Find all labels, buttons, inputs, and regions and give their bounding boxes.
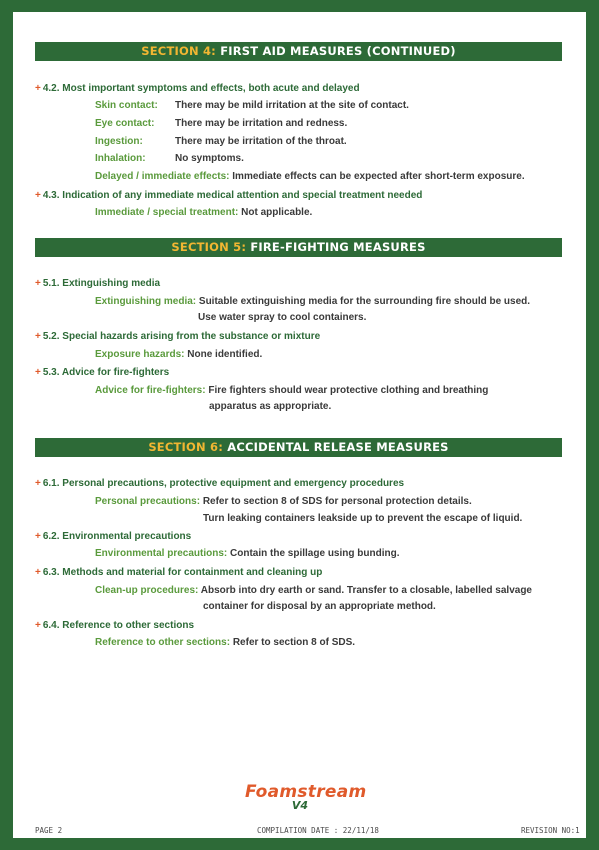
skin-contact-row: Skin contact:	[95, 100, 158, 111]
plus-icon: +	[35, 331, 41, 342]
environmental-precautions-row: Environmental precautions: Contain the spillage using bunding.	[95, 548, 400, 559]
foamstream-logo: Foamstream V4	[245, 782, 367, 812]
heading-6-4: + 6.4. Reference to other sections	[35, 620, 195, 631]
section-4-header: SECTION 4: FIRST AID MEASURES (CONTINUED)	[35, 42, 562, 61]
plus-icon: +	[35, 83, 41, 94]
plus-icon: +	[35, 190, 41, 201]
section-6-header: SECTION 6: ACCIDENTAL RELEASE MEASURES	[35, 438, 562, 457]
extinguishing-media-row: Extinguishing media: Suitable extinguishing media for the surrounding fire should be used.	[95, 296, 531, 307]
cleanup-procedures-row: Clean-up procedures: Absorb into dry earth or sand. Transfer to a closable, labelled salvage	[95, 585, 532, 596]
plus-icon: +	[35, 367, 41, 378]
heading-5-3: + 5.3. Advice for fire-fighters	[35, 367, 170, 378]
exposure-hazards-row: Exposure hazards: None identified.	[95, 349, 263, 360]
inhalation-label: Inhalation:	[95, 153, 146, 164]
plus-icon: +	[35, 478, 41, 489]
heading-4-3: + 4.3. Indication of any immediate medical attention and special treatment needed	[35, 190, 423, 201]
heading-6-1: + 6.1. Personal precautions, protective equipment and emergency procedures	[35, 478, 405, 489]
advice-firefighters-row: Advice for fire-fighters: Fire fighters should wear protective clothing and breathing	[95, 385, 489, 396]
personal-precautions-line2: Turn leaking containers leakside up to prevent the escape of liquid.	[203, 513, 523, 524]
document-page	[13, 12, 586, 838]
immediate-treatment-row: Immediate / special treatment: Not applicable.	[95, 207, 313, 218]
heading-5-2: + 5.2. Special hazards arising from the substance or mixture	[35, 331, 321, 342]
plus-icon: +	[35, 567, 41, 578]
footer-revision: REVISION NO:1	[521, 826, 580, 835]
footer-page-number: PAGE 2	[35, 826, 63, 835]
personal-precautions-row: Personal precautions: Refer to section 8 of SDS for personal protection details.	[95, 496, 472, 507]
ingestion-value: There may be irritation of the throat.	[175, 136, 347, 147]
section-5-header: SECTION 5: FIRE-FIGHTING MEASURES	[35, 238, 562, 257]
advice-firefighters-line2: apparatus as appropriate.	[209, 401, 332, 412]
plus-icon: +	[35, 531, 41, 542]
inhalation-value: No symptoms.	[175, 153, 244, 164]
eye-contact-value: There may be irritation and redness.	[175, 118, 348, 129]
reference-sections-row: Reference to other sections: Refer to section 8 of SDS.	[95, 637, 356, 648]
cleanup-procedures-line2: container for disposal by an appropriate method.	[203, 601, 436, 612]
extinguishing-media-line2: Use water spray to cool containers.	[198, 312, 367, 323]
heading-4-2: + 4.2. Most important symptoms and effects, both acute and delayed	[35, 83, 360, 94]
heading-6-3: + 6.3. Methods and material for containment and cleaning up	[35, 567, 323, 578]
footer-compilation-date: COMPILATION DATE : 22/11/18	[257, 826, 379, 835]
heading-5-1: + 5.1. Extinguishing media	[35, 278, 161, 289]
eye-contact-label: Eye contact:	[95, 118, 155, 129]
plus-icon: +	[35, 620, 41, 631]
delayed-effects-row: Delayed / immediate effects: Immediate effects can be expected after short-term exposure.	[95, 171, 525, 182]
ingestion-label: Ingestion:	[95, 136, 143, 147]
plus-icon: +	[35, 278, 41, 289]
heading-6-2: + 6.2. Environmental precautions	[35, 531, 192, 542]
skin-contact-value: There may be mild irritation at the site of contact.	[175, 100, 409, 111]
